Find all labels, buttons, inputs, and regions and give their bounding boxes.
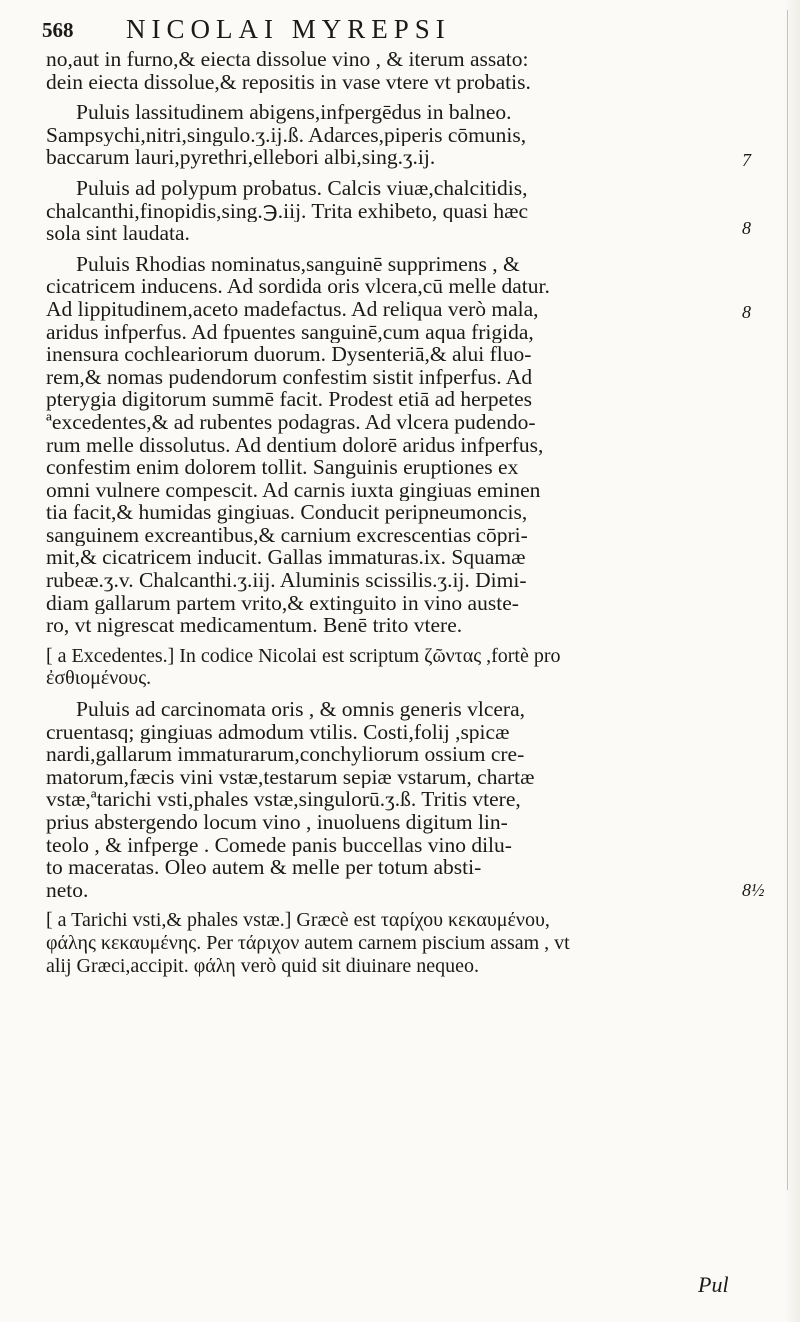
paragraph — [46, 177, 762, 245]
text-line: cruentasq; gingiuas admodum vtilis. Costi,folij ,spicæ — [46, 720, 510, 744]
text-line: omni vulnere compescit. Ad carnis iuxta gingiuas eminen — [46, 478, 541, 502]
editorial-note — [46, 909, 762, 977]
text-line: nardi,gallarum immaturarum,conchyliorum ossium cre- — [46, 743, 525, 766]
margin-number: 8 — [742, 302, 751, 322]
text-line: Puluis lassitudinem abigens,infpergēdus in balneo. — [76, 101, 512, 124]
text-line: Sampsychi,nitri,singulo.ʒ.ij.ß. Adarces,piperis cōmunis, — [46, 123, 527, 147]
margin-number: 8 — [742, 218, 751, 238]
catchword: Pul — [698, 1272, 729, 1297]
paragraph — [46, 698, 762, 901]
text-line: baccarum lauri,pyrethri,ellebori albi,sing.ʒ.ij. — [46, 146, 436, 169]
text-line: matorum,fæcis vini vstæ,testarum sepiæ vstarum, chartæ — [46, 765, 535, 789]
text-line: Ad lippitudinem,aceto madefactus. Ad reliqua verò mala, — [46, 297, 539, 321]
text-line: φάλης κεκαυμένης. Per τάριχον autem carnem piscium assam , vt — [46, 931, 570, 954]
text-line: chalcanthi,finopidis,sing.℈.iij. Trita exhibeto, quasi hæc — [46, 199, 528, 223]
text-line: aridus infperfus. Ad fpuentes sanguinē,cum aqua frigida, — [46, 320, 534, 344]
page-header — [42, 14, 762, 44]
text-line: inensura cochleariorum duorum. Dysenteriā,& alui fluo- — [46, 343, 532, 366]
margin-number: 7 — [742, 150, 751, 170]
text-line: to maceratas. Oleo autem & melle per totum absti- — [46, 856, 482, 879]
text-line: neto. — [46, 878, 89, 902]
text-line: confestim enim dolorem tollit. Sanguinis eruptiones ex — [46, 456, 519, 479]
text-line: pterygia digitorum summē facit. Prodest etiā ad herpetes — [46, 388, 532, 411]
text-line: cicatricem inducens. Ad sordida oris vlcera,cū melle datur. — [46, 275, 550, 298]
text-line: rubeæ.ʒ.v. Chalcanthi.ʒ.iij. Aluminis scissilis.ʒ.ij. Dimi- — [46, 569, 527, 592]
margin-number: 8½ — [742, 880, 765, 900]
text-line: Puluis Rhodias nominatus,sanguinē supprimens , & — [76, 252, 520, 276]
page-edge-line — [787, 10, 788, 1190]
text-line: ªexcedentes,& ad rubentes podagras. Ad vlcera pudendo- — [46, 410, 536, 434]
text-line: [ a Tarichi vsti,& phales vstæ.] Græcè est ταρίχου κεκαυμένου, — [46, 909, 550, 932]
text-line: teolo , & infperge . Comede panis buccellas vino dilu- — [46, 833, 512, 857]
editorial-note — [46, 645, 762, 690]
text-line: alij Græci,accipit. φάλη verò quid sit diuinare nequeo. — [46, 954, 479, 977]
text-line: dein eiecta dissolue,& repositis in vase vtere vt probatis. — [46, 70, 531, 94]
text-line: mit,& cicatricem inducit. Gallas immaturas.ix. Squamæ — [46, 546, 526, 570]
text-line: ro, vt nigrescat medicamentum. Benē trito vtere. — [46, 614, 463, 637]
text-line: [ a Excedentes.] In codice Nicolai est scriptum ζῶντας ,fortè pro — [46, 644, 561, 667]
paragraph — [46, 253, 762, 637]
text-line: Puluis ad carcinomata oris , & omnis generis vlcera, — [76, 698, 525, 721]
page-number: 568 — [42, 18, 74, 42]
paragraph — [46, 48, 762, 93]
text-line: rum melle dissolutus. Ad dentium dolorē aridus infperfus, — [46, 433, 544, 457]
text-line: rem,& nomas pudendorum confestim sistit infperfus. Ad — [46, 365, 533, 389]
text-line: sanguinem excreantibus,& carnium excrescentias cōpri- — [46, 523, 528, 547]
body-text — [46, 48, 762, 985]
text-line: tia facit,& humidas gingiuas. Conducit peripneumoncis, — [46, 501, 528, 524]
paragraph — [46, 101, 762, 169]
text-line: Puluis ad polypum probatus. Calcis viuæ,chalcitidis, — [76, 176, 528, 200]
running-title: NICOLAI MYREPSI — [126, 14, 451, 44]
text-line: vstæ,ªtarichi vsti,phales vstæ,singulorū.ʒ.ß. Tritis vtere, — [46, 788, 521, 811]
text-line: prius abstergendo locum vino , inuoluens digitum lin- — [46, 811, 508, 834]
text-line: no,aut in furno,& eiecta dissolue vino , & iterum assato: — [46, 48, 529, 71]
text-line: ἐσθιομένους. — [46, 667, 152, 690]
text-line: sola sint laudata. — [46, 222, 190, 245]
text-line: diam gallarum partem vrito,& extinguito in vino auste- — [46, 591, 519, 615]
